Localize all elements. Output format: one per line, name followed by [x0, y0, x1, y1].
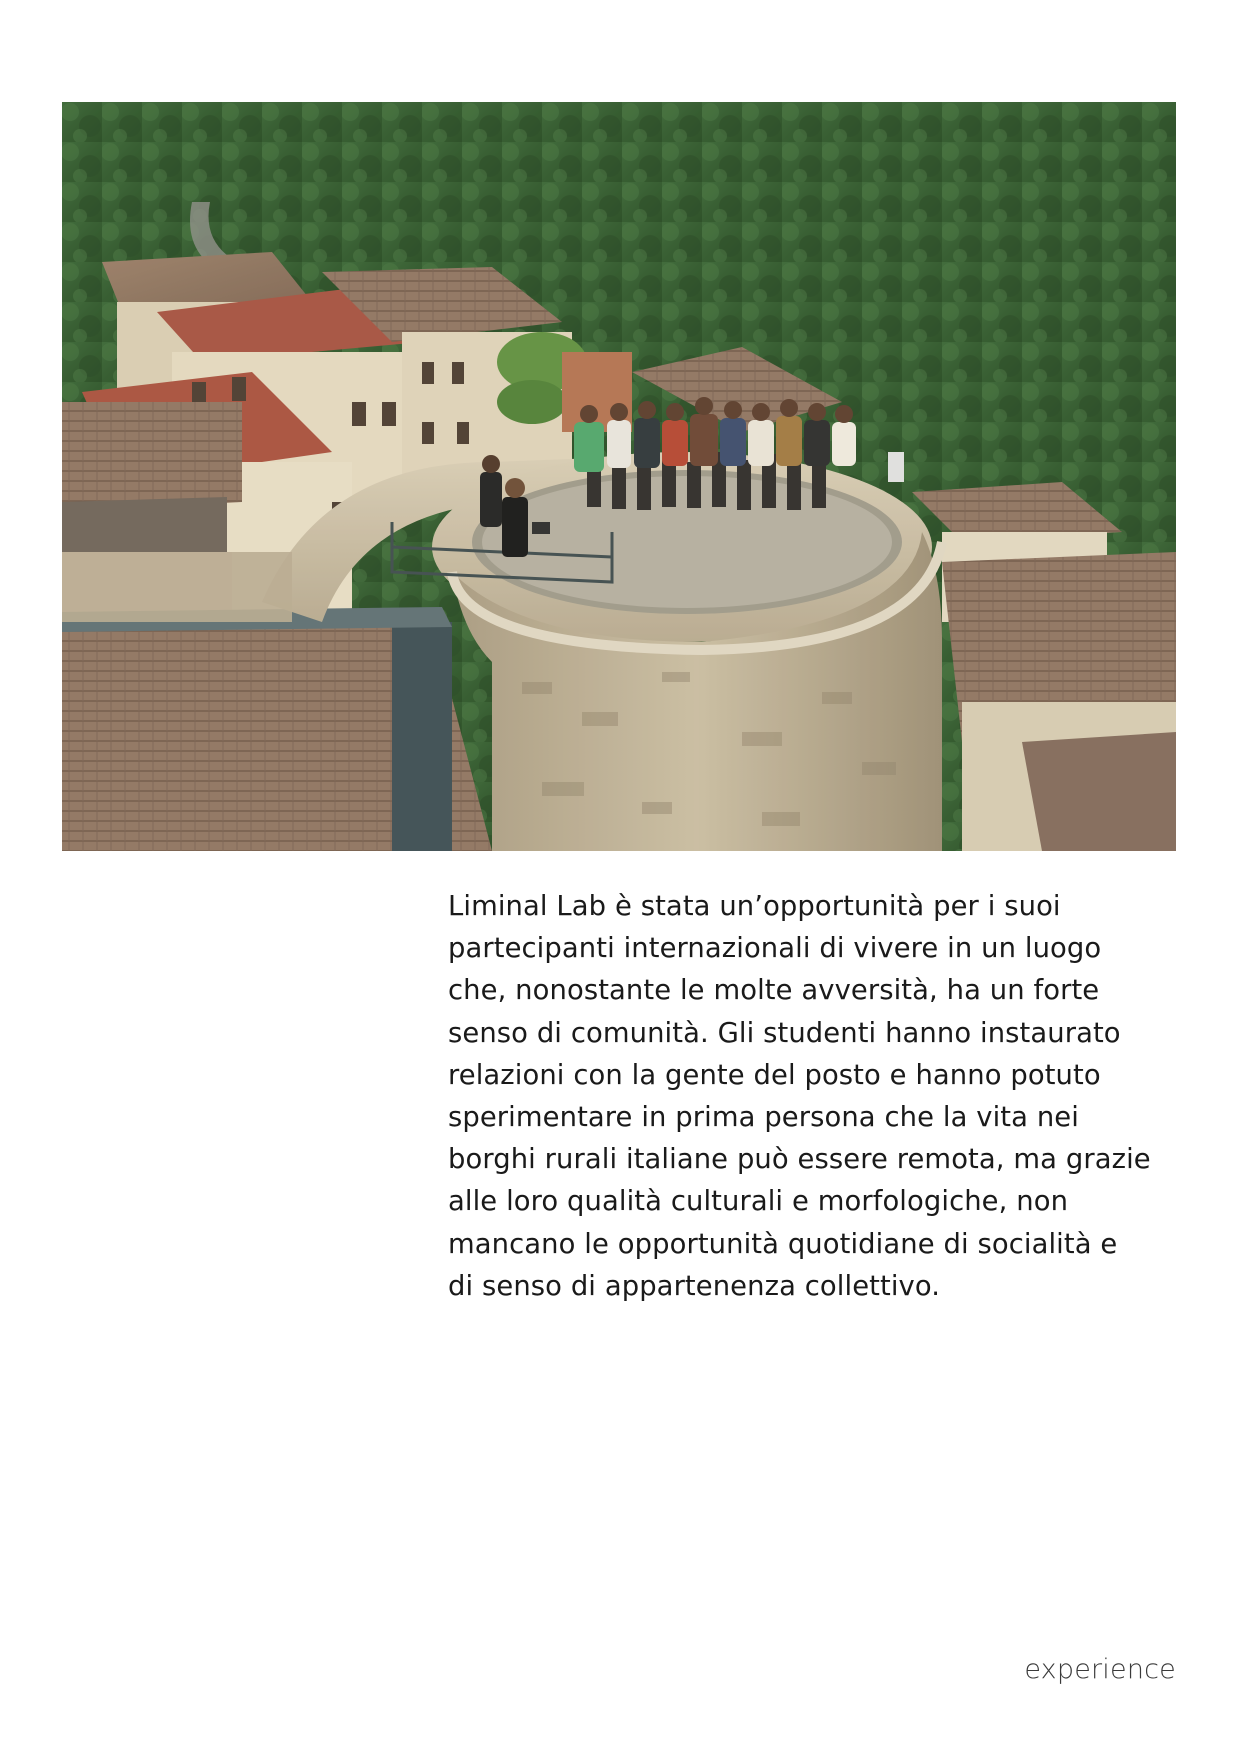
body-line: mancano le opportunità quotidiane di socialità e [448, 1228, 1118, 1260]
body-line: di senso di appartenenza collettivo. [448, 1270, 941, 1302]
body-line: borghi rurali italiane può essere remota, ma grazie [448, 1144, 1151, 1176]
body-line: relazioni con la gente del posto e hanno potuto [448, 1059, 1101, 1091]
body-line: alle loro qualità culturali e morfologiche, non [448, 1186, 1069, 1218]
body-line: sperimentare in prima persona che la vita nei [448, 1102, 1079, 1134]
hero-photo [62, 102, 1176, 851]
body-line: partecipanti internazionali di vivere in un luogo [448, 933, 1102, 965]
body-line: Liminal Lab è stata un’opportunità per i suoi [448, 891, 1061, 922]
body-line: senso di comunità. Gli studenti hanno instaurato [448, 1017, 1121, 1049]
body-line: che, nonostante le molte avversità, ha un forte [448, 975, 1100, 1007]
aerial-village-photo [62, 102, 1176, 851]
section-label: experience [1024, 1654, 1176, 1685]
body-paragraph [448, 886, 1188, 1308]
